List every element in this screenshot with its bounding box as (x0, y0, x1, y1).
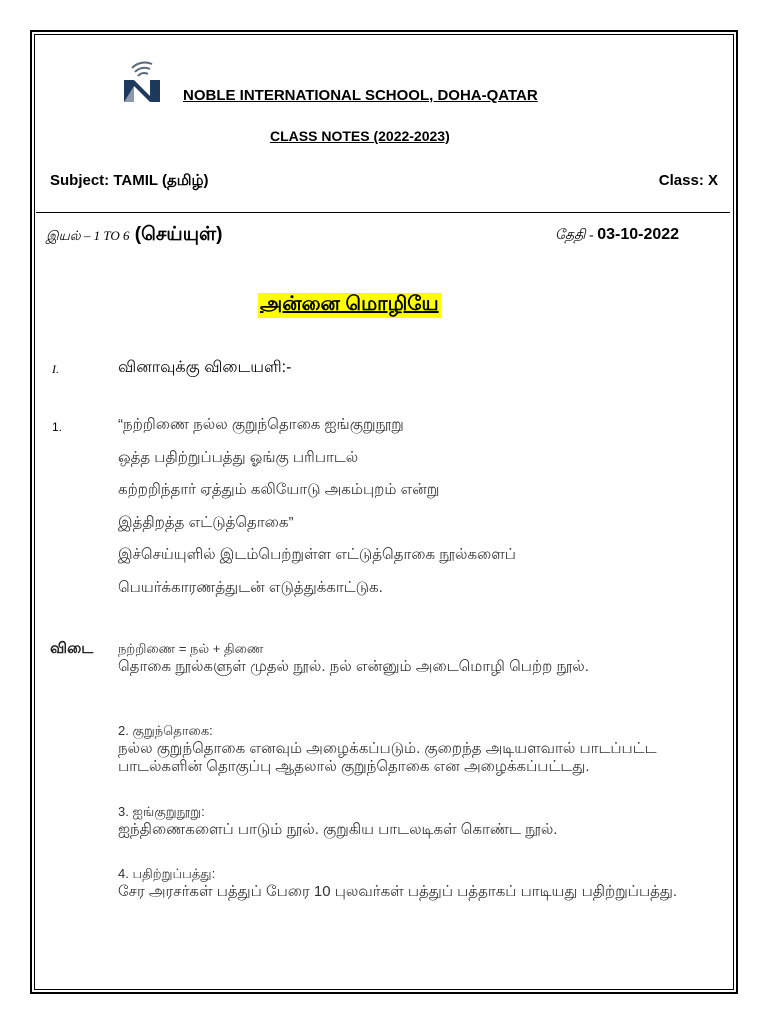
header-divider (36, 212, 730, 213)
answer-item-heading: நற்றிணை = நல் + திணை (118, 641, 264, 656)
school-name: NOBLE INTERNATIONAL SCHOOL, DOHA-QATAR (183, 87, 538, 104)
subject-label: Subject: TAMIL (தமிழ்) (50, 172, 209, 189)
answer-item-heading: 3. ஐங்குறுநூறு: (118, 804, 205, 819)
answer-item-text: தொகை நூல்களுள் முதல் நூல். நல் என்னும் அடைமொழி பெற்ற நூல். (118, 658, 589, 675)
unit-range: 1 TO 6 (93, 228, 130, 243)
answer-item (118, 803, 718, 839)
date-label: தேதி - (555, 228, 598, 243)
answer-label: விடை (50, 640, 94, 657)
answer-item-heading: 2. குறுந்தொகை: (118, 723, 213, 738)
answer-item-text: சேர அரசர்கள் பத்துப் பேரை 10 புலவர்கள் பத்துப் பத்தாகப் பாடியது பதிற்றுப்பத்து. (118, 883, 678, 900)
unit-prefix: இயல் – (46, 228, 94, 243)
unit-heading (46, 224, 222, 248)
date (555, 226, 679, 245)
section-numeral: I. (52, 362, 59, 376)
answer-item (118, 865, 718, 901)
class-label: Class: X (658, 172, 718, 189)
poem-line: இத்திறத்த எட்டுத்தொகை” (118, 513, 294, 531)
question-number: 1. (52, 420, 63, 434)
answer-item-text: ஐந்திணைகளைப் பாடும் நூல். குறுகிய பாடலடிகள் கொண்ட நூல். (118, 821, 558, 838)
answer-item (118, 640, 718, 676)
notes-title: CLASS NOTES (2022-2023) (270, 128, 450, 144)
answer-item (118, 722, 718, 776)
poem-line: இச்செய்யுளில் இடம்பெற்றுள்ள எட்டுத்தொகை நூல்களைப் (118, 546, 516, 563)
unit-label: (செய்யுள்) (129, 224, 223, 245)
school-logo-icon (118, 58, 166, 106)
section-heading: வினாவுக்கு விடையளி:- (118, 359, 292, 376)
poem-line: பெயர்க்காரணத்துடன் எடுத்துக்காட்டுக. (118, 578, 383, 596)
answer-item-heading: 4. பதிற்றுப்பத்து: (118, 866, 216, 881)
poem-line: கற்றறிந்தார் ஏத்தும் கலியோடு அகம்புறம் என்று (118, 481, 440, 498)
question-poem (118, 414, 718, 609)
answer-item-text: நல்ல குறுந்தொகை எனவும் அழைக்கப்படும். குறைந்த அடியளவால் பாடப்பட்ட பாடல்களின் தொகுப்பு ஆதலால் குறுந்தொகை என அழைக்கப்பட்டது. (118, 740, 657, 775)
poem-line: “நற்றிணை நல்ல குறுந்தொகை ஐங்குறுநூறு (118, 416, 404, 433)
poem-line: ஒத்த பதிற்றுப்பத்து ஓங்கு பரிபாடல் (118, 448, 359, 466)
date-value: 03-10-2022 (597, 226, 680, 243)
lesson-title: அன்னை மொழியே (258, 293, 441, 318)
